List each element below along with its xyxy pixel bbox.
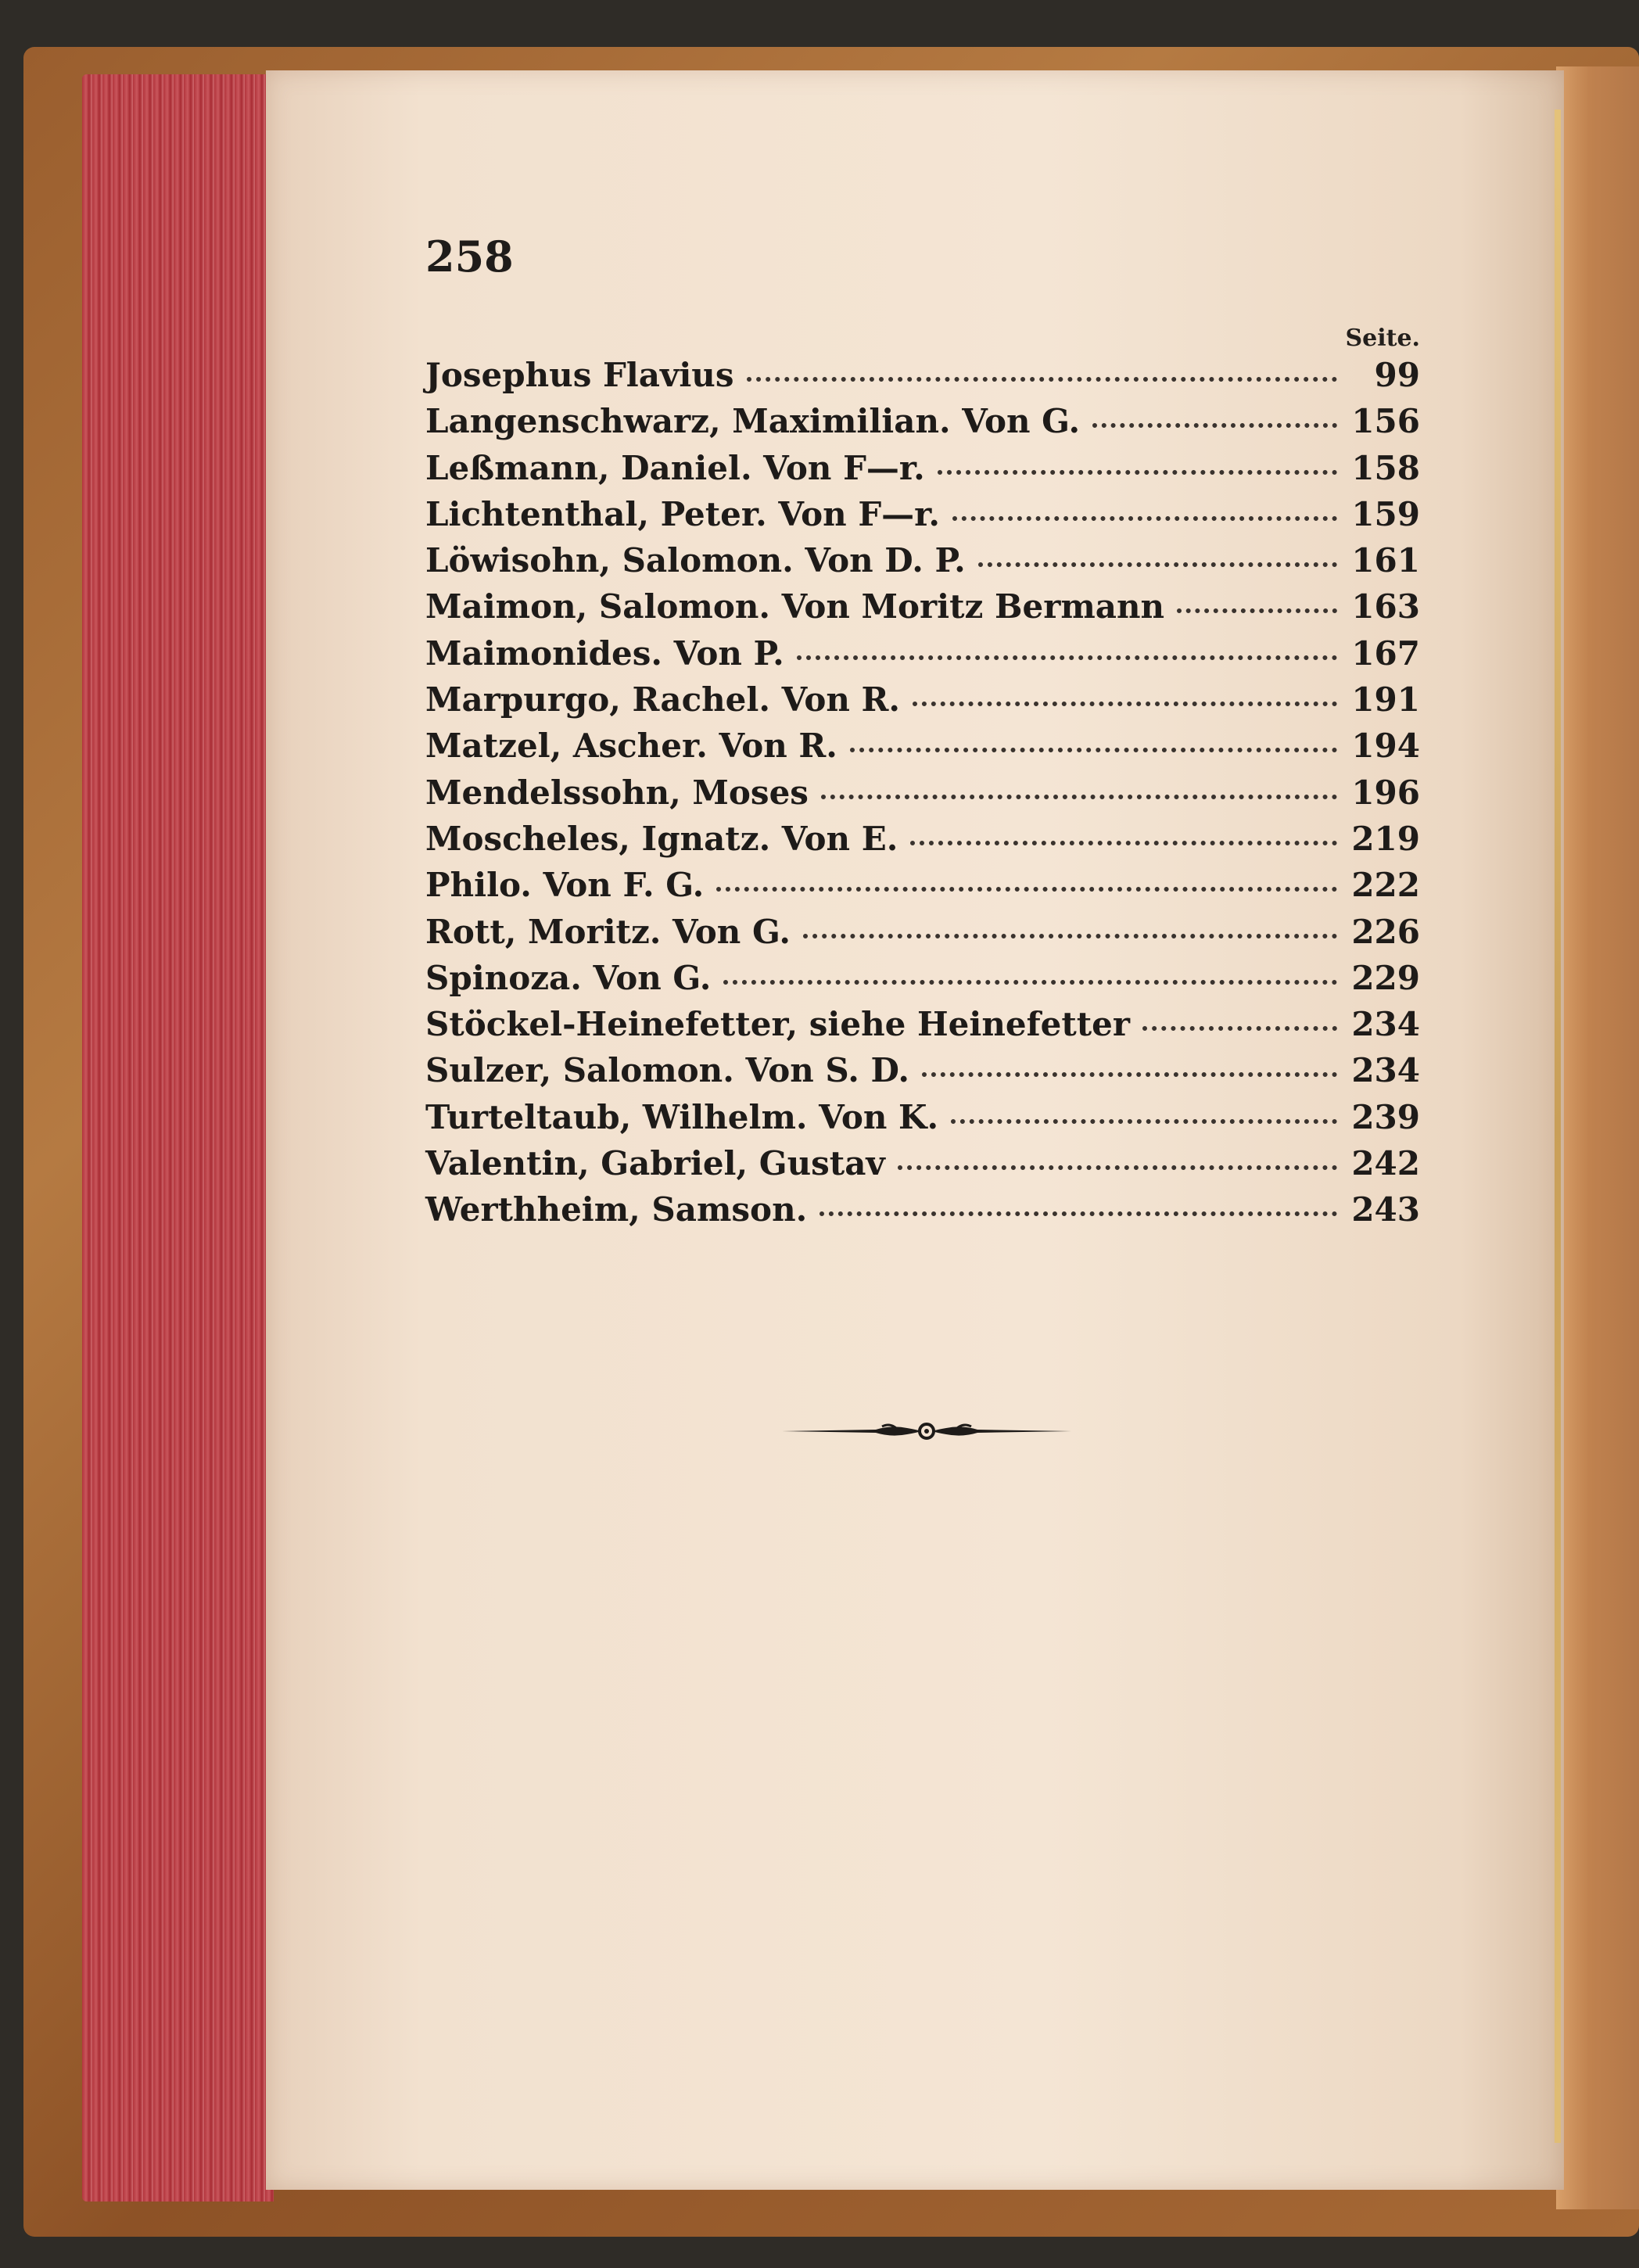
dot-leader [821,795,1337,799]
entry-title: Mendelssohn, Moses [425,773,809,812]
entry-page: 234 [1351,1051,1420,1090]
dot-leader [850,748,1337,752]
toc-entry [425,541,1420,587]
toc-entry [425,1051,1420,1097]
entry-page: 219 [1351,819,1420,858]
dot-leader [898,1165,1337,1170]
dot-leader [978,562,1337,567]
entry-title: Maimonides. Von P. [425,633,784,673]
page-number: 258 [425,231,514,282]
vignette-ornament-icon [782,1408,1071,1455]
toc-entry [425,495,1420,541]
entry-page: 226 [1351,912,1420,951]
dot-leader [1092,423,1337,428]
entry-title: Stöckel-Heinefetter, siehe Heinefetter [425,1005,1131,1044]
toc-entry [425,1190,1420,1236]
toc-entry [425,680,1420,727]
entry-page: 196 [1351,773,1420,812]
entry-page: 191 [1351,680,1420,720]
dot-leader [913,702,1337,706]
dot-leader [922,1072,1337,1077]
entry-page: 156 [1351,402,1420,441]
entry-page: 161 [1351,541,1420,580]
entry-title: Josephus Flavius [425,356,734,394]
toc-entry [425,866,1420,912]
dot-leader [723,980,1337,985]
gutter-line [1555,109,1561,2143]
dot-leader [952,516,1337,521]
toc-entry [425,634,1420,680]
entry-title: Moscheles, Ignatz. Von E. [425,819,898,858]
entry-title: Löwisohn, Salomon. Von D. P. [425,541,966,580]
entry-title: Philo. Von F. G. [425,866,705,905]
toc-entry [425,356,1420,402]
entry-page: 194 [1351,727,1420,766]
dot-leader [820,1211,1337,1216]
entry-page: 163 [1351,587,1420,626]
entry-page: 159 [1351,494,1420,533]
entry-page: 242 [1351,1144,1420,1183]
dot-leader [803,934,1337,938]
entry-page: 167 [1351,633,1420,673]
toc-entry [425,1098,1420,1144]
toc-entry [425,1005,1420,1051]
toc-entry [425,587,1420,633]
entry-title: Leßmann, Daniel. Von F—r. [425,448,925,487]
dot-leader [716,887,1337,892]
table-of-contents [425,356,1420,1237]
entry-title: Werthheim, Samson. [425,1190,808,1229]
column-header: Seite. [1345,325,1420,352]
dot-leader [951,1119,1337,1124]
entry-title: Matzel, Ascher. Von R. [425,727,837,766]
entry-page: 229 [1351,958,1420,997]
toc-entry [425,402,1420,448]
entry-title: Rott, Moritz. Von G. [425,912,791,951]
entry-page: 243 [1351,1190,1420,1229]
dot-leader [1142,1026,1337,1031]
entry-title: Sulzer, Salomon. Von S. D. [425,1051,909,1090]
entry-page: 158 [1351,448,1420,487]
entry-title: Marpurgo, Rachel. Von R. [425,680,901,720]
dot-leader [747,377,1338,382]
red-page-edges [82,74,274,2202]
toc-entry [425,959,1420,1005]
entry-title: Valentin, Gabriel, Gustav [425,1144,885,1183]
toc-entry [425,913,1420,959]
toc-entry [425,449,1420,495]
dot-leader [910,841,1337,845]
toc-entry [425,1144,1420,1190]
facing-page-edge [1556,66,1639,2209]
toc-entry [425,773,1420,820]
entry-title: Maimon, Salomon. Von Moritz Bermann [425,587,1165,626]
toc-entry [425,820,1420,866]
dot-leader [1177,608,1337,613]
entry-page: 222 [1351,866,1420,905]
dot-leader [797,655,1337,660]
entry-title: Langenschwarz, Maximilian. Von G. [425,402,1081,441]
toc-entry [425,727,1420,773]
dot-leader [938,470,1337,475]
entry-page: 239 [1351,1097,1420,1136]
entry-page: 99 [1374,356,1420,394]
entry-title: Spinoza. Von G. [425,958,712,997]
entry-title: Lichtenthal, Peter. Von F—r. [425,494,941,533]
entry-page: 234 [1351,1005,1420,1044]
entry-title: Turteltaub, Wilhelm. Von K. [425,1097,939,1136]
